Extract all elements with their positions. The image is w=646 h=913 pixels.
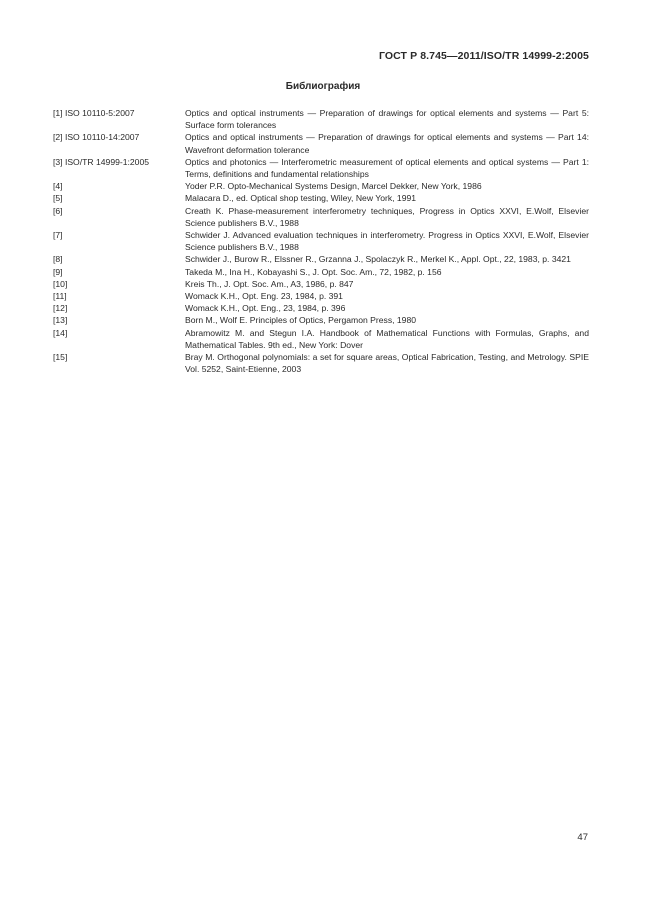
- reference-item: [53, 253, 589, 265]
- reference-text: Abramowitz M. and Stegun I.A. Handbook of Mathematical Functions with Formulas, Graphs, and Mathematical Tables. 9th ed., New York: Dover: [185, 327, 589, 350]
- reference-text: Schwider J., Burow R., Elssner R., Grzanna J., Spolaczyk R., Merkel K., Appl. Opt., 22, 1983, p. 3421: [185, 254, 571, 265]
- reference-id: [14]: [53, 327, 68, 338]
- reference-text: Optics and photonics — Interferometric measurement of optical elements and optical systems — Part 1: Terms, definitions and fundamental relationships: [185, 156, 589, 180]
- bibliography-title: Библиография: [285, 81, 361, 92]
- reference-item: [53, 302, 589, 314]
- reference-id: [13]: [53, 315, 68, 326]
- reference-id: [6]: [53, 205, 63, 216]
- reference-item: [53, 180, 589, 192]
- reference-id: [12]: [53, 303, 68, 314]
- reference-text: Optics and optical instruments — Preparation of drawings for optical elements and systems — Part 5: Surface form tolerances: [185, 108, 589, 131]
- reference-id: [15]: [53, 352, 68, 363]
- reference-id: [5]: [53, 193, 63, 204]
- reference-item: [53, 156, 589, 180]
- reference-id: [1] ISO 10110-5:2007: [53, 108, 135, 118]
- reference-text: Malacara D., ed. Optical shop testing, Wiley, New York, 1991: [185, 193, 417, 204]
- reference-text: Schwider J. Advanced evaluation techniques in interferometry. Progress in Optics XXVI, E.Wolf, Elsevier Science publishers B.V., 1988: [185, 230, 589, 253]
- reference-text: Kreis Th., J. Opt. Soc. Am., A3, 1986, p. 847: [185, 278, 354, 289]
- reference-item: [53, 107, 589, 131]
- reference-item: [53, 290, 589, 302]
- reference-id: [9]: [53, 266, 63, 277]
- reference-item: [53, 229, 589, 253]
- reference-id: [11]: [53, 291, 67, 302]
- reference-text: Bray M. Orthogonal polynomials: a set for square areas, Optical Fabrication, Testing, and Metrology. SPIE Vol. 5252, Saint-Etienne, 2003: [185, 352, 589, 375]
- reference-text: Takeda M., Ina H., Kobayashi S., J. Opt. Soc. Am., 72, 1982, p. 156: [185, 266, 442, 277]
- reference-text: Born M., Wolf E. Principles of Optics, Pergamon Press, 1980: [185, 315, 417, 326]
- reference-item: [53, 131, 589, 155]
- reference-item: [53, 205, 589, 229]
- reference-text: Optics and optical instruments — Preparation of drawings for optical elements and systems — Part 14: Wavefront deformation tolerance: [185, 132, 589, 155]
- reference-item: [53, 278, 589, 290]
- document-code-header: ГОСТ Р 8.745—2011/ISO/TR 14999-2:2005: [378, 50, 589, 62]
- reference-text: Creath K. Phase-measurement interferometry techniques, Progress in Optics XXVI, E.Wolf, Elsevier Science publishers B.V., 1988: [185, 205, 589, 228]
- reference-id: [3] ISO/TR 14999-1:2005: [53, 156, 150, 167]
- page-number: 47: [577, 832, 588, 843]
- reference-id: [10]: [53, 278, 68, 289]
- reference-text: Yoder P.R. Opto-Mechanical Systems Design, Marcel Dekker, New York, 1986: [185, 181, 482, 192]
- reference-item: [53, 192, 589, 204]
- reference-id: [4]: [53, 181, 63, 192]
- reference-text: Womack K.H., Opt. Eng., 23, 1984, p. 396: [185, 303, 346, 314]
- reference-id: [8]: [53, 254, 63, 265]
- reference-item: [53, 314, 589, 326]
- reference-id: [2] ISO 10110-14:2007: [53, 132, 140, 143]
- reference-id: [7]: [53, 230, 63, 241]
- reference-list: [53, 107, 589, 375]
- reference-item: [53, 266, 589, 278]
- reference-text: Womack K.H., Opt. Eng. 23, 1984, p. 391: [185, 291, 343, 302]
- reference-item: [53, 327, 589, 351]
- reference-item: [53, 351, 589, 375]
